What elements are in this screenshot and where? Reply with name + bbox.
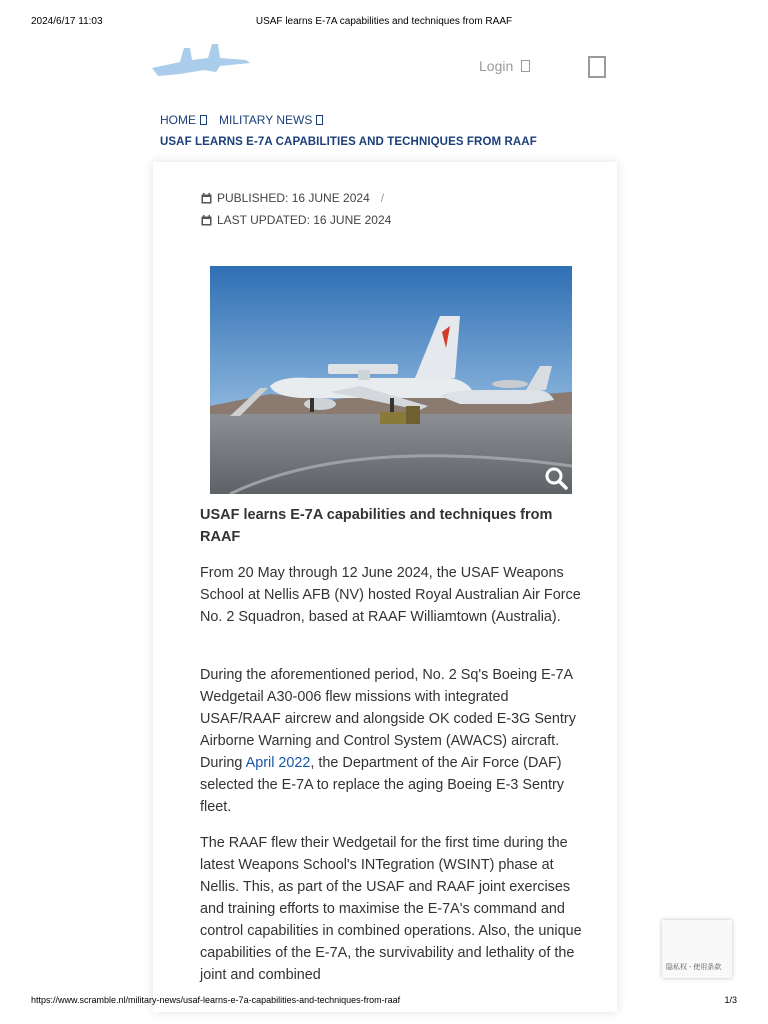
chevron-right-icon (200, 115, 207, 125)
print-url: https://www.scramble.nl/military-news/usaf-learns-e-7a-capabilities-and-techniques-from-raaf (31, 995, 401, 1005)
login-button[interactable] (479, 58, 530, 74)
menu-icon[interactable] (588, 56, 606, 78)
breadcrumb (160, 113, 537, 148)
chevron-right-icon (316, 115, 323, 125)
published-date: PUBLISHED: 16 JUNE 2024 (217, 191, 370, 205)
article-paragraph-3: The RAAF flew their Wedgetail for the first time during the latest Weapons School's INTegration (WSINT) phase at Nellis. This, as part of the USAF and RAAF joint exercises and training efforts to maximise the E-7A's command and control capabilities in combined operations. Also, the unique capabilities of the E-7A, the survivability and lethality of the joint and combined (200, 835, 582, 983)
article-hero-image[interactable] (210, 266, 572, 494)
breadcrumb-home-label: HOME (160, 113, 196, 127)
article-paragraph-2-text-a: During the aforementioned period, No. 2 Sq's Boeing E-7A Wedgetail A30-006 flew missions with integrated USAF/RAAF aircrew and alongside OK coded E-3G Sentry Airborne Warning and Control System (AWACS) aircraft. During (200, 667, 576, 771)
print-page-number: 1/3 (724, 995, 737, 1005)
print-header (0, 16, 768, 30)
meta-separator: / (380, 191, 385, 205)
calendar-icon (201, 215, 212, 226)
fighter-jet-logo-icon[interactable] (150, 38, 254, 80)
article-paragraph-1: From 20 May through 12 June 2024, the USAF Weapons School at Nellis AFB (NV) hosted Royal Australian Air Force No. 2 Squadron, based at RAAF Williamtown (Australia). (200, 565, 581, 625)
updated-date: LAST UPDATED: 16 JUNE 2024 (217, 213, 392, 227)
breadcrumb-military-news[interactable] (219, 113, 323, 127)
zoom-icon[interactable] (544, 466, 568, 490)
article-meta (201, 187, 391, 231)
article-paragraph-2-text-b: , the Department of the Air Force (DAF) selected the E-7A to replace the aging Boeing E-3 Sentry fleet. (200, 755, 564, 815)
print-title: USAF learns E-7A capabilities and techniques from RAAF (255, 16, 513, 27)
breadcrumb-home[interactable] (160, 113, 207, 127)
print-footer (0, 995, 768, 1009)
site-header (150, 36, 620, 86)
article-card (153, 162, 617, 1012)
user-icon (521, 60, 530, 72)
article-title: USAF learns E-7A capabilities and techniques from RAAF (200, 507, 553, 545)
print-datetime: 2024/6/17 11:03 (31, 16, 103, 27)
breadcrumb-current: USAF LEARNS E-7A CAPABILITIES AND TECHNIQUES FROM RAAF (160, 136, 537, 148)
recaptcha-badge[interactable] (662, 920, 732, 978)
breadcrumb-military-news-label: MILITARY NEWS (219, 113, 313, 127)
calendar-icon (201, 193, 212, 204)
login-label: Login (479, 58, 514, 74)
article-paragraph-2 (200, 664, 584, 818)
april-2022-link[interactable]: April 2022 (245, 755, 311, 771)
recaptcha-terms[interactable]: 隐私权 - 使用条款 (666, 964, 722, 971)
